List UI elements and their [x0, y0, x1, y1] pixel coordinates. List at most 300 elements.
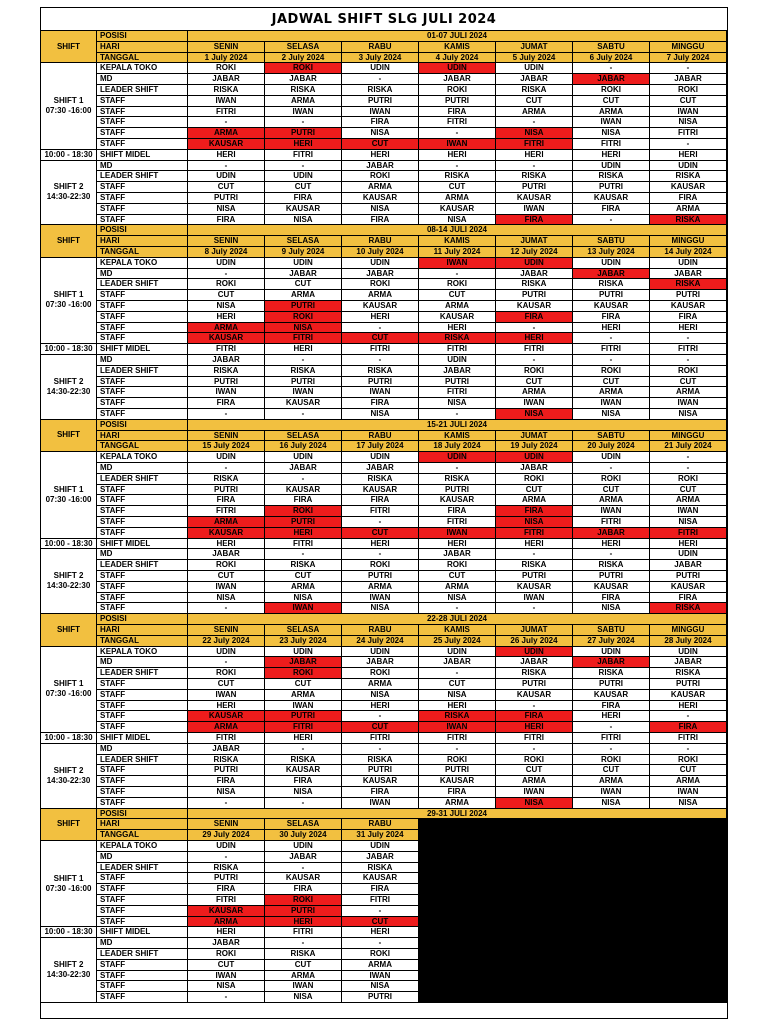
week-range: 08-14 JULI 2024	[188, 225, 727, 236]
highlighted-staff-cell: RISKA	[650, 215, 727, 226]
day-name: KAMIS	[419, 42, 496, 53]
staff-cell: -	[342, 323, 419, 334]
highlighted-staff-cell: KAUSAR	[188, 528, 265, 539]
highlighted-staff-cell: RISKA	[650, 279, 727, 290]
staff-cell: HERI	[188, 312, 265, 323]
staff-cell: FIRA	[265, 884, 342, 895]
staff-cell: FITRI	[342, 506, 419, 517]
staff-cell: RISKA	[573, 560, 650, 571]
staff-cell: IWAN	[573, 398, 650, 409]
day-date: 31 July 2024	[342, 830, 419, 841]
staff-cell: JABAR	[650, 269, 727, 280]
position-label: STAFF	[97, 711, 188, 722]
staff-cell: CUT	[650, 485, 727, 496]
staff-cell: NISA	[188, 787, 265, 798]
staff-cell: NISA	[188, 301, 265, 312]
staff-cell: UDIN	[342, 647, 419, 658]
week-range: 01-07 JULI 2024	[188, 31, 727, 42]
position-label: MD	[97, 938, 188, 949]
position-label: STAFF	[97, 722, 188, 733]
posisi-label: POSISI	[97, 614, 188, 625]
staff-cell: IWAN	[265, 981, 342, 992]
staff-cell: NISA	[265, 593, 342, 604]
staff-cell: -	[188, 463, 265, 474]
highlighted-staff-cell: FITRI	[496, 139, 573, 150]
staff-cell: NISA	[650, 117, 727, 128]
staff-cell: UDIN	[419, 647, 496, 658]
staff-cell: -	[496, 355, 573, 366]
day-name: RABU	[342, 625, 419, 636]
day-name: JUMAT	[496, 431, 573, 442]
staff-cell: -	[650, 452, 727, 463]
staff-cell: ARMA	[342, 182, 419, 193]
staff-cell: RISKA	[496, 668, 573, 679]
staff-cell: FITRI	[265, 539, 342, 550]
staff-cell: KAUSAR	[265, 485, 342, 496]
highlighted-staff-cell: UDIN	[496, 452, 573, 463]
staff-cell: -	[650, 139, 727, 150]
position-label: STAFF	[97, 917, 188, 928]
highlighted-staff-cell: ROKI	[265, 506, 342, 517]
staff-cell: ARMA	[573, 776, 650, 787]
staff-cell: ROKI	[342, 171, 419, 182]
staff-cell: FIRA	[342, 215, 419, 226]
staff-cell: PUTRI	[496, 182, 573, 193]
day-name: KAMIS	[419, 625, 496, 636]
staff-cell: IWAN	[650, 398, 727, 409]
position-label: LEADER SHIFT	[97, 755, 188, 766]
staff-cell: -	[419, 269, 496, 280]
staff-cell: ARMA	[419, 798, 496, 809]
position-label: STAFF	[97, 377, 188, 388]
day-name: SENIN	[188, 431, 265, 442]
shift1-label: SHIFT 1 07:30 -16:00	[41, 258, 97, 344]
staff-cell: FIRA	[265, 495, 342, 506]
staff-cell: RISKA	[419, 171, 496, 182]
staff-cell: ROKI	[496, 366, 573, 377]
position-label: STAFF	[97, 398, 188, 409]
week-range: 29-31 JULI 2024	[188, 809, 727, 820]
position-label: SHIFT MIDEL	[97, 150, 188, 161]
staff-cell: KAUSAR	[342, 485, 419, 496]
staff-cell: HERI	[573, 539, 650, 550]
staff-cell: KAUSAR	[419, 495, 496, 506]
staff-cell: KAUSAR	[573, 582, 650, 593]
shift1-label: SHIFT 1 07:30 -16:00	[41, 647, 97, 733]
staff-cell: JABAR	[342, 852, 419, 863]
staff-cell: IWAN	[342, 387, 419, 398]
staff-cell: JABAR	[188, 74, 265, 85]
staff-cell: ARMA	[265, 96, 342, 107]
staff-cell: HERI	[496, 539, 573, 550]
staff-cell: IWAN	[573, 787, 650, 798]
staff-cell: RISKA	[265, 949, 342, 960]
staff-cell: NISA	[650, 517, 727, 528]
position-label: STAFF	[97, 323, 188, 334]
staff-cell: HERI	[265, 733, 342, 744]
staff-cell: NISA	[419, 690, 496, 701]
staff-cell: JABAR	[265, 852, 342, 863]
staff-cell: CUT	[650, 96, 727, 107]
empty-days-block	[419, 819, 727, 1003]
staff-cell: PUTRI	[342, 765, 419, 776]
midel-time-label: 10:00 - 18:30	[41, 344, 97, 355]
position-label: LEADER SHIFT	[97, 863, 188, 874]
staff-cell: -	[188, 269, 265, 280]
staff-cell: JABAR	[419, 549, 496, 560]
staff-cell: -	[650, 355, 727, 366]
staff-cell: JABAR	[342, 161, 419, 172]
staff-cell: FIRA	[342, 117, 419, 128]
staff-cell: KAUSAR	[419, 312, 496, 323]
staff-cell: RISKA	[650, 171, 727, 182]
position-label: SHIFT MIDEL	[97, 927, 188, 938]
staff-cell: ROKI	[650, 85, 727, 96]
position-label: STAFF	[97, 981, 188, 992]
staff-cell: KAUSAR	[496, 193, 573, 204]
staff-cell: FIRA	[188, 398, 265, 409]
staff-cell: FITRI	[265, 150, 342, 161]
staff-cell: RISKA	[342, 366, 419, 377]
staff-cell: KAUSAR	[342, 873, 419, 884]
staff-cell: HERI	[342, 539, 419, 550]
staff-cell: KAUSAR	[650, 690, 727, 701]
staff-cell: IWAN	[188, 971, 265, 982]
day-name: SABTU	[573, 42, 650, 53]
staff-cell: JABAR	[188, 938, 265, 949]
position-label: STAFF	[97, 387, 188, 398]
position-label: MD	[97, 549, 188, 560]
staff-cell: -	[342, 74, 419, 85]
highlighted-staff-cell: UDIN	[496, 258, 573, 269]
staff-cell: RISKA	[573, 171, 650, 182]
staff-cell: NISA	[650, 798, 727, 809]
position-label: STAFF	[97, 895, 188, 906]
staff-cell: HERI	[496, 150, 573, 161]
staff-cell: KAUSAR	[650, 301, 727, 312]
position-label: STAFF	[97, 873, 188, 884]
staff-cell: NISA	[419, 215, 496, 226]
staff-cell: ARMA	[342, 290, 419, 301]
staff-cell: ARMA	[573, 495, 650, 506]
position-label: LEADER SHIFT	[97, 949, 188, 960]
staff-cell: CUT	[496, 765, 573, 776]
staff-cell: -	[188, 161, 265, 172]
shift2-label: SHIFT 2 14:30-22:30	[41, 549, 97, 614]
staff-cell: FITRI	[496, 733, 573, 744]
tanggal-label: TANGGAL	[97, 247, 188, 258]
week-block	[41, 225, 727, 419]
staff-cell: ARMA	[265, 290, 342, 301]
highlighted-staff-cell: NISA	[496, 128, 573, 139]
staff-cell: FITRI	[650, 128, 727, 139]
highlighted-staff-cell: CUT	[342, 139, 419, 150]
staff-cell: NISA	[573, 128, 650, 139]
highlighted-staff-cell: CUT	[342, 333, 419, 344]
highlighted-staff-cell: IWAN	[419, 139, 496, 150]
staff-cell: CUT	[188, 679, 265, 690]
day-name: JUMAT	[496, 42, 573, 53]
staff-cell: -	[265, 355, 342, 366]
staff-cell: ROKI	[188, 560, 265, 571]
highlighted-staff-cell: NISA	[265, 323, 342, 334]
position-label: KEPALA TOKO	[97, 647, 188, 658]
staff-cell: ARMA	[650, 495, 727, 506]
staff-cell: FITRI	[188, 506, 265, 517]
highlighted-staff-cell: HERI	[265, 917, 342, 928]
staff-cell: -	[419, 463, 496, 474]
staff-cell: PUTRI	[188, 873, 265, 884]
staff-cell: -	[650, 711, 727, 722]
staff-cell: RISKA	[188, 863, 265, 874]
highlighted-staff-cell: HERI	[496, 722, 573, 733]
staff-cell: RISKA	[496, 171, 573, 182]
shift2-label: SHIFT 2 14:30-22:30	[41, 161, 97, 226]
position-label: SHIFT MIDEL	[97, 733, 188, 744]
position-label: STAFF	[97, 960, 188, 971]
shift1-label: SHIFT 1 07:30 -16:00	[41, 63, 97, 149]
day-date: 6 July 2024	[573, 53, 650, 64]
staff-cell: PUTRI	[573, 571, 650, 582]
staff-cell: ARMA	[419, 582, 496, 593]
staff-cell: IWAN	[188, 582, 265, 593]
staff-cell: NISA	[265, 787, 342, 798]
staff-cell: NISA	[573, 409, 650, 420]
staff-cell: -	[342, 517, 419, 528]
staff-cell: FITRI	[419, 733, 496, 744]
staff-cell: ROKI	[419, 755, 496, 766]
highlighted-staff-cell: HERI	[265, 139, 342, 150]
highlighted-staff-cell: IWAN	[419, 528, 496, 539]
staff-cell: CUT	[650, 765, 727, 776]
staff-cell: ROKI	[573, 755, 650, 766]
staff-cell: UDIN	[188, 647, 265, 658]
staff-cell: RISKA	[188, 755, 265, 766]
staff-cell: FIRA	[342, 884, 419, 895]
staff-cell: -	[496, 603, 573, 614]
staff-cell: ARMA	[265, 582, 342, 593]
staff-cell: NISA	[342, 409, 419, 420]
staff-cell: PUTRI	[419, 377, 496, 388]
position-label: STAFF	[97, 571, 188, 582]
staff-cell: HERI	[650, 701, 727, 712]
staff-cell: UDIN	[265, 171, 342, 182]
position-label: STAFF	[97, 690, 188, 701]
position-label: STAFF	[97, 603, 188, 614]
position-label: STAFF	[97, 409, 188, 420]
position-label: LEADER SHIFT	[97, 560, 188, 571]
hari-label: HARI	[97, 625, 188, 636]
staff-cell: PUTRI	[188, 377, 265, 388]
staff-cell: UDIN	[573, 647, 650, 658]
staff-cell: PUTRI	[419, 765, 496, 776]
position-label: STAFF	[97, 215, 188, 226]
highlighted-staff-cell: KAUSAR	[188, 906, 265, 917]
day-name: SELASA	[265, 819, 342, 830]
staff-cell: RISKA	[496, 560, 573, 571]
staff-cell: FITRI	[650, 344, 727, 355]
day-date: 29 July 2024	[188, 830, 265, 841]
staff-cell: FIRA	[419, 107, 496, 118]
staff-cell: NISA	[188, 204, 265, 215]
staff-cell: -	[573, 215, 650, 226]
day-name: KAMIS	[419, 236, 496, 247]
day-name: SABTU	[573, 236, 650, 247]
staff-cell: ARMA	[496, 107, 573, 118]
highlighted-staff-cell: FITRI	[496, 528, 573, 539]
highlighted-staff-cell: ARMA	[188, 722, 265, 733]
position-label: STAFF	[97, 701, 188, 712]
staff-cell: -	[342, 938, 419, 949]
day-date: 4 July 2024	[419, 53, 496, 64]
staff-cell: UDIN	[419, 355, 496, 366]
staff-cell: -	[496, 323, 573, 334]
staff-cell: HERI	[342, 312, 419, 323]
staff-cell: FIRA	[265, 776, 342, 787]
day-date: 13 July 2024	[573, 247, 650, 258]
staff-cell: HERI	[650, 150, 727, 161]
staff-cell: KAUSAR	[265, 204, 342, 215]
staff-cell: -	[188, 798, 265, 809]
position-label: STAFF	[97, 906, 188, 917]
staff-cell: FIRA	[188, 495, 265, 506]
staff-cell: HERI	[650, 539, 727, 550]
staff-cell: UDIN	[265, 452, 342, 463]
staff-cell: KAUSAR	[342, 776, 419, 787]
staff-cell: -	[419, 603, 496, 614]
staff-cell: RISKA	[419, 474, 496, 485]
staff-cell: CUT	[265, 679, 342, 690]
highlighted-staff-cell: UDIN	[496, 647, 573, 658]
staff-cell: CUT	[496, 485, 573, 496]
staff-cell: ROKI	[188, 63, 265, 74]
staff-cell: ROKI	[573, 474, 650, 485]
staff-cell: HERI	[419, 539, 496, 550]
staff-cell: -	[188, 992, 265, 1003]
position-label: STAFF	[97, 204, 188, 215]
staff-cell: NISA	[342, 981, 419, 992]
day-name: MINGGU	[650, 431, 727, 442]
staff-cell: CUT	[573, 765, 650, 776]
staff-cell: -	[342, 744, 419, 755]
highlighted-staff-cell: ARMA	[188, 517, 265, 528]
position-label: STAFF	[97, 517, 188, 528]
position-label: STAFF	[97, 182, 188, 193]
staff-cell: ROKI	[419, 85, 496, 96]
position-label: STAFF	[97, 301, 188, 312]
staff-cell: -	[265, 798, 342, 809]
day-date: 7 July 2024	[650, 53, 727, 64]
staff-cell: FIRA	[419, 787, 496, 798]
staff-cell: ROKI	[188, 668, 265, 679]
staff-cell: IWAN	[496, 204, 573, 215]
staff-cell: ROKI	[496, 474, 573, 485]
highlighted-staff-cell: ROKI	[265, 668, 342, 679]
staff-cell: UDIN	[342, 63, 419, 74]
staff-cell: ROKI	[342, 279, 419, 290]
position-label: MD	[97, 463, 188, 474]
staff-cell: FITRI	[188, 344, 265, 355]
staff-cell: ARMA	[419, 301, 496, 312]
position-label: STAFF	[97, 971, 188, 982]
staff-cell: -	[188, 657, 265, 668]
highlighted-staff-cell: FITRI	[265, 722, 342, 733]
staff-cell: FITRI	[419, 517, 496, 528]
staff-cell: JABAR	[188, 355, 265, 366]
highlighted-staff-cell: UDIN	[419, 63, 496, 74]
staff-cell: JABAR	[650, 74, 727, 85]
staff-cell: ARMA	[342, 679, 419, 690]
day-date: 17 July 2024	[342, 441, 419, 452]
position-label: LEADER SHIFT	[97, 474, 188, 485]
staff-cell: KAUSAR	[342, 193, 419, 204]
staff-cell: IWAN	[650, 107, 727, 118]
staff-cell: NISA	[573, 798, 650, 809]
staff-cell: FIRA	[573, 701, 650, 712]
shift2-label: SHIFT 2 14:30-22:30	[41, 938, 97, 1003]
staff-cell: PUTRI	[573, 182, 650, 193]
staff-cell: IWAN	[496, 593, 573, 604]
staff-cell: IWAN	[342, 798, 419, 809]
highlighted-staff-cell: FITRI	[265, 333, 342, 344]
highlighted-staff-cell: CUT	[342, 528, 419, 539]
staff-cell: ROKI	[573, 366, 650, 377]
day-name: SELASA	[265, 236, 342, 247]
staff-cell: JABAR	[265, 269, 342, 280]
staff-cell: CUT	[496, 377, 573, 388]
staff-cell: PUTRI	[496, 679, 573, 690]
staff-cell: -	[650, 63, 727, 74]
highlighted-staff-cell: KAUSAR	[188, 139, 265, 150]
staff-cell: PUTRI	[650, 679, 727, 690]
staff-cell: ARMA	[650, 387, 727, 398]
shift-header-label: SHIFT	[41, 420, 97, 452]
position-label: STAFF	[97, 193, 188, 204]
shift1-label: SHIFT 1 07:30 -16:00	[41, 841, 97, 927]
staff-cell: CUT	[265, 571, 342, 582]
staff-cell: -	[419, 128, 496, 139]
staff-cell: FIRA	[650, 593, 727, 604]
staff-cell: FITRI	[342, 344, 419, 355]
day-date: 19 July 2024	[496, 441, 573, 452]
staff-cell: RISKA	[188, 366, 265, 377]
staff-cell: IWAN	[188, 96, 265, 107]
posisi-label: POSISI	[97, 809, 188, 820]
staff-cell: ROKI	[419, 560, 496, 571]
staff-cell: -	[419, 668, 496, 679]
highlighted-staff-cell: JABAR	[573, 74, 650, 85]
staff-cell: FITRI	[573, 139, 650, 150]
staff-cell: ARMA	[496, 495, 573, 506]
staff-cell: UDIN	[342, 452, 419, 463]
day-name: JUMAT	[496, 236, 573, 247]
hari-label: HARI	[97, 819, 188, 830]
highlighted-staff-cell: HERI	[496, 333, 573, 344]
staff-cell: ARMA	[265, 690, 342, 701]
staff-cell: -	[573, 549, 650, 560]
staff-cell: IWAN	[342, 593, 419, 604]
staff-cell: UDIN	[265, 258, 342, 269]
day-date: 28 July 2024	[650, 636, 727, 647]
staff-cell: FIRA	[342, 787, 419, 798]
staff-cell: CUT	[265, 960, 342, 971]
staff-cell: ARMA	[496, 776, 573, 787]
staff-cell: ARMA	[650, 204, 727, 215]
staff-cell: JABAR	[265, 463, 342, 474]
day-name: SENIN	[188, 819, 265, 830]
staff-cell: RISKA	[650, 668, 727, 679]
staff-cell: -	[496, 701, 573, 712]
